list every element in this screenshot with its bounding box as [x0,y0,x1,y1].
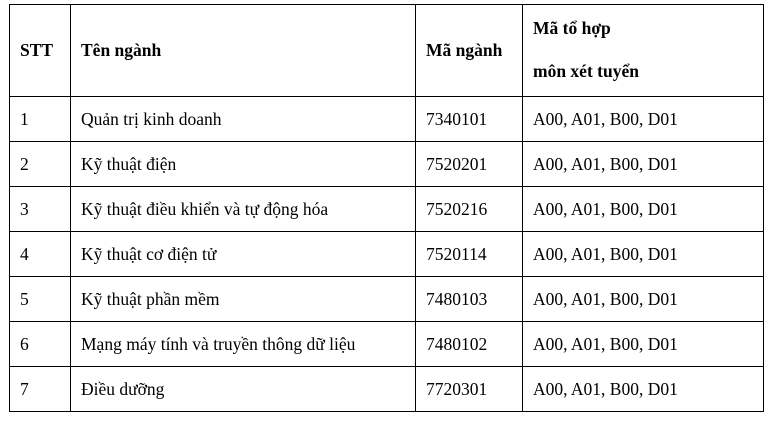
header-subject-combination-line1: Mã tổ hợp [533,18,611,39]
cell-stt: 5 [10,277,71,322]
cell-subject-combination: A00, A01, B00, D01 [523,322,764,367]
cell-subject-combination: A00, A01, B00, D01 [523,277,764,322]
cell-program-name: Kỹ thuật cơ điện tử [71,232,416,277]
cell-program-code: 7520114 [416,232,523,277]
cell-subject-combination: A00, A01, B00, D01 [523,187,764,232]
cell-stt: 2 [10,142,71,187]
cell-program-code: 7480103 [416,277,523,322]
cell-program-name: Kỹ thuật điều khiển và tự động hóa [71,187,416,232]
cell-subject-combination: A00, A01, B00, D01 [523,232,764,277]
cell-program-name: Kỹ thuật phần mềm [71,277,416,322]
cell-stt: 4 [10,232,71,277]
table-row [10,322,764,367]
cell-program-code: 7520201 [416,142,523,187]
cell-program-name: Mạng máy tính và truyền thông dữ liệu [71,322,416,367]
cell-program-code: 7480102 [416,322,523,367]
cell-stt: 1 [10,97,71,142]
header-program-code: Mã ngành [416,5,523,97]
table-row [10,187,764,232]
table-row [10,142,764,187]
table-row [10,277,764,322]
header-subject-combination [523,5,764,97]
cell-stt: 6 [10,322,71,367]
table-row [10,367,764,412]
cell-program-code: 7720301 [416,367,523,412]
cell-program-name: Kỹ thuật điện [71,142,416,187]
table-row [10,97,764,142]
header-subject-combination-line2: môn xét tuyển [533,60,639,81]
cell-subject-combination: A00, A01, B00, D01 [523,367,764,412]
cell-subject-combination: A00, A01, B00, D01 [523,97,764,142]
cell-program-name: Điều dưỡng [71,367,416,412]
table-row [10,232,764,277]
programs-table [9,4,764,412]
header-program-name: Tên ngành [71,5,416,97]
header-stt: STT [10,5,71,97]
cell-program-code: 7340101 [416,97,523,142]
cell-subject-combination: A00, A01, B00, D01 [523,142,764,187]
table-header-row [10,5,764,97]
cell-program-name: Quản trị kinh doanh [71,97,416,142]
cell-stt: 7 [10,367,71,412]
cell-program-code: 7520216 [416,187,523,232]
cell-stt: 3 [10,187,71,232]
